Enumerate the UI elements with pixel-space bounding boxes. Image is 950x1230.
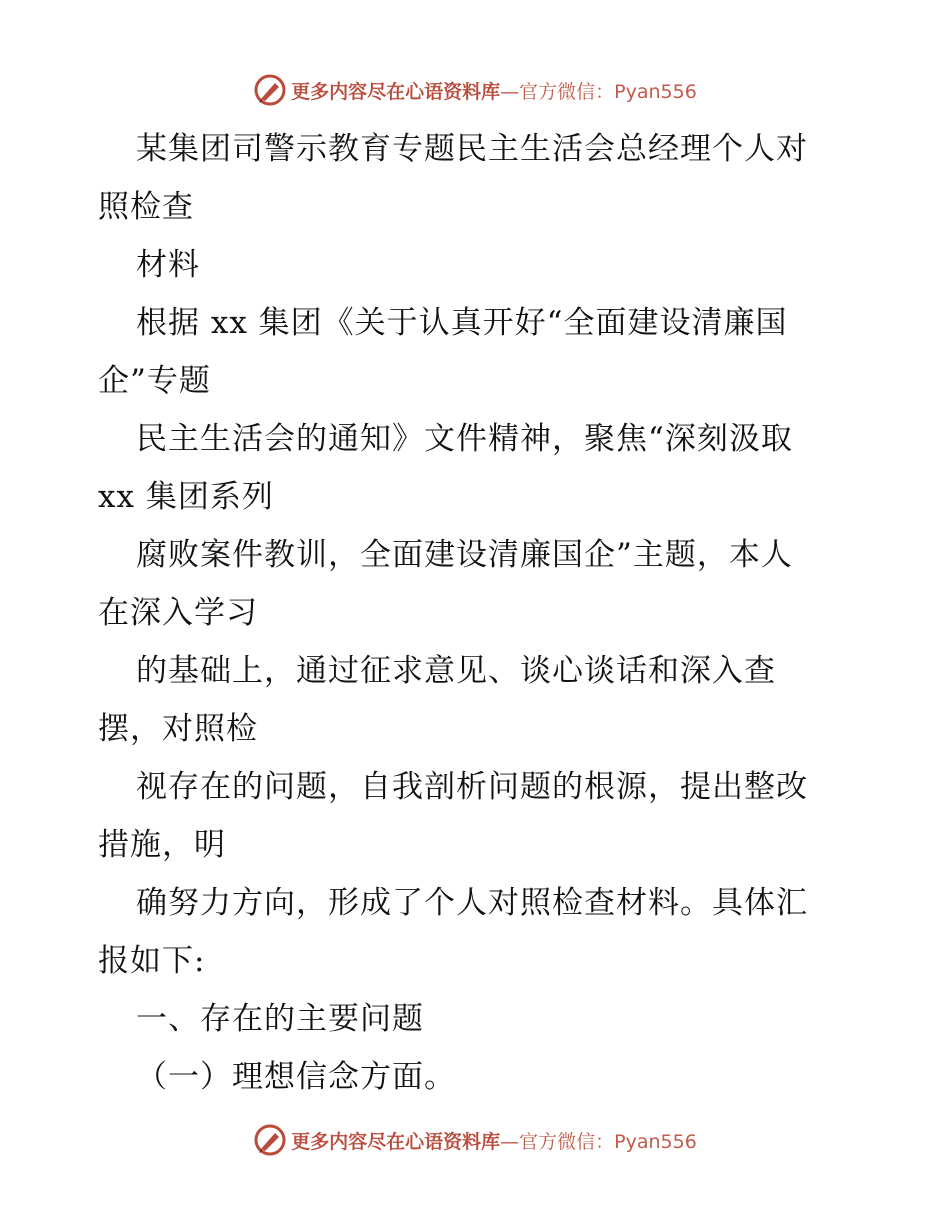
section-heading: 一、存在的主要问题 [136,1001,424,1037]
text-line: 材料 [136,247,200,283]
text-line: 的基础上，通过征求意见、谈心谈话和深入查 [136,653,776,689]
text-line: xx 集团系列 [98,479,274,515]
text-line: 确努力方向，形成了个人对照检查材料。具体汇 [136,885,808,921]
watermark-banner-bottom [0,1120,950,1160]
watermark-banner-top [0,70,950,110]
text-line: 某集团司警示教育专题民主生活会总经理个人对 [136,131,808,167]
document-body [98,120,858,1106]
pen-logo-icon [253,73,287,107]
subsection-heading: （一）理想信念方面。 [136,1059,456,1095]
text-line: 腐败案件教训，全面建设清廉国企”主题，本人 [136,537,793,573]
text-line: 在深入学习 [98,595,258,631]
text-line: 视存在的问题，自我剖析问题的根源，提出整改 [136,769,808,805]
text-line: 照检查 [98,189,194,225]
text-line: 摆，对照检 [98,711,258,747]
text-line: 企”专题 [98,363,211,399]
watermark-text: 更多内容尽在心语资料库—官方微信：Pyan556 [291,80,697,103]
text-line: 报如下: [98,943,206,979]
text-line: 根据 xx 集团《关于认真开好“全面建设清廉国 [136,305,788,341]
watermark-text: 更多内容尽在心语资料库—官方微信：Pyan556 [291,1130,697,1153]
pen-logo-icon [253,1123,287,1157]
text-line: 措施，明 [98,827,226,863]
text-line: 民主生活会的通知》文件精神，聚焦“深刻汲取 [136,421,793,457]
